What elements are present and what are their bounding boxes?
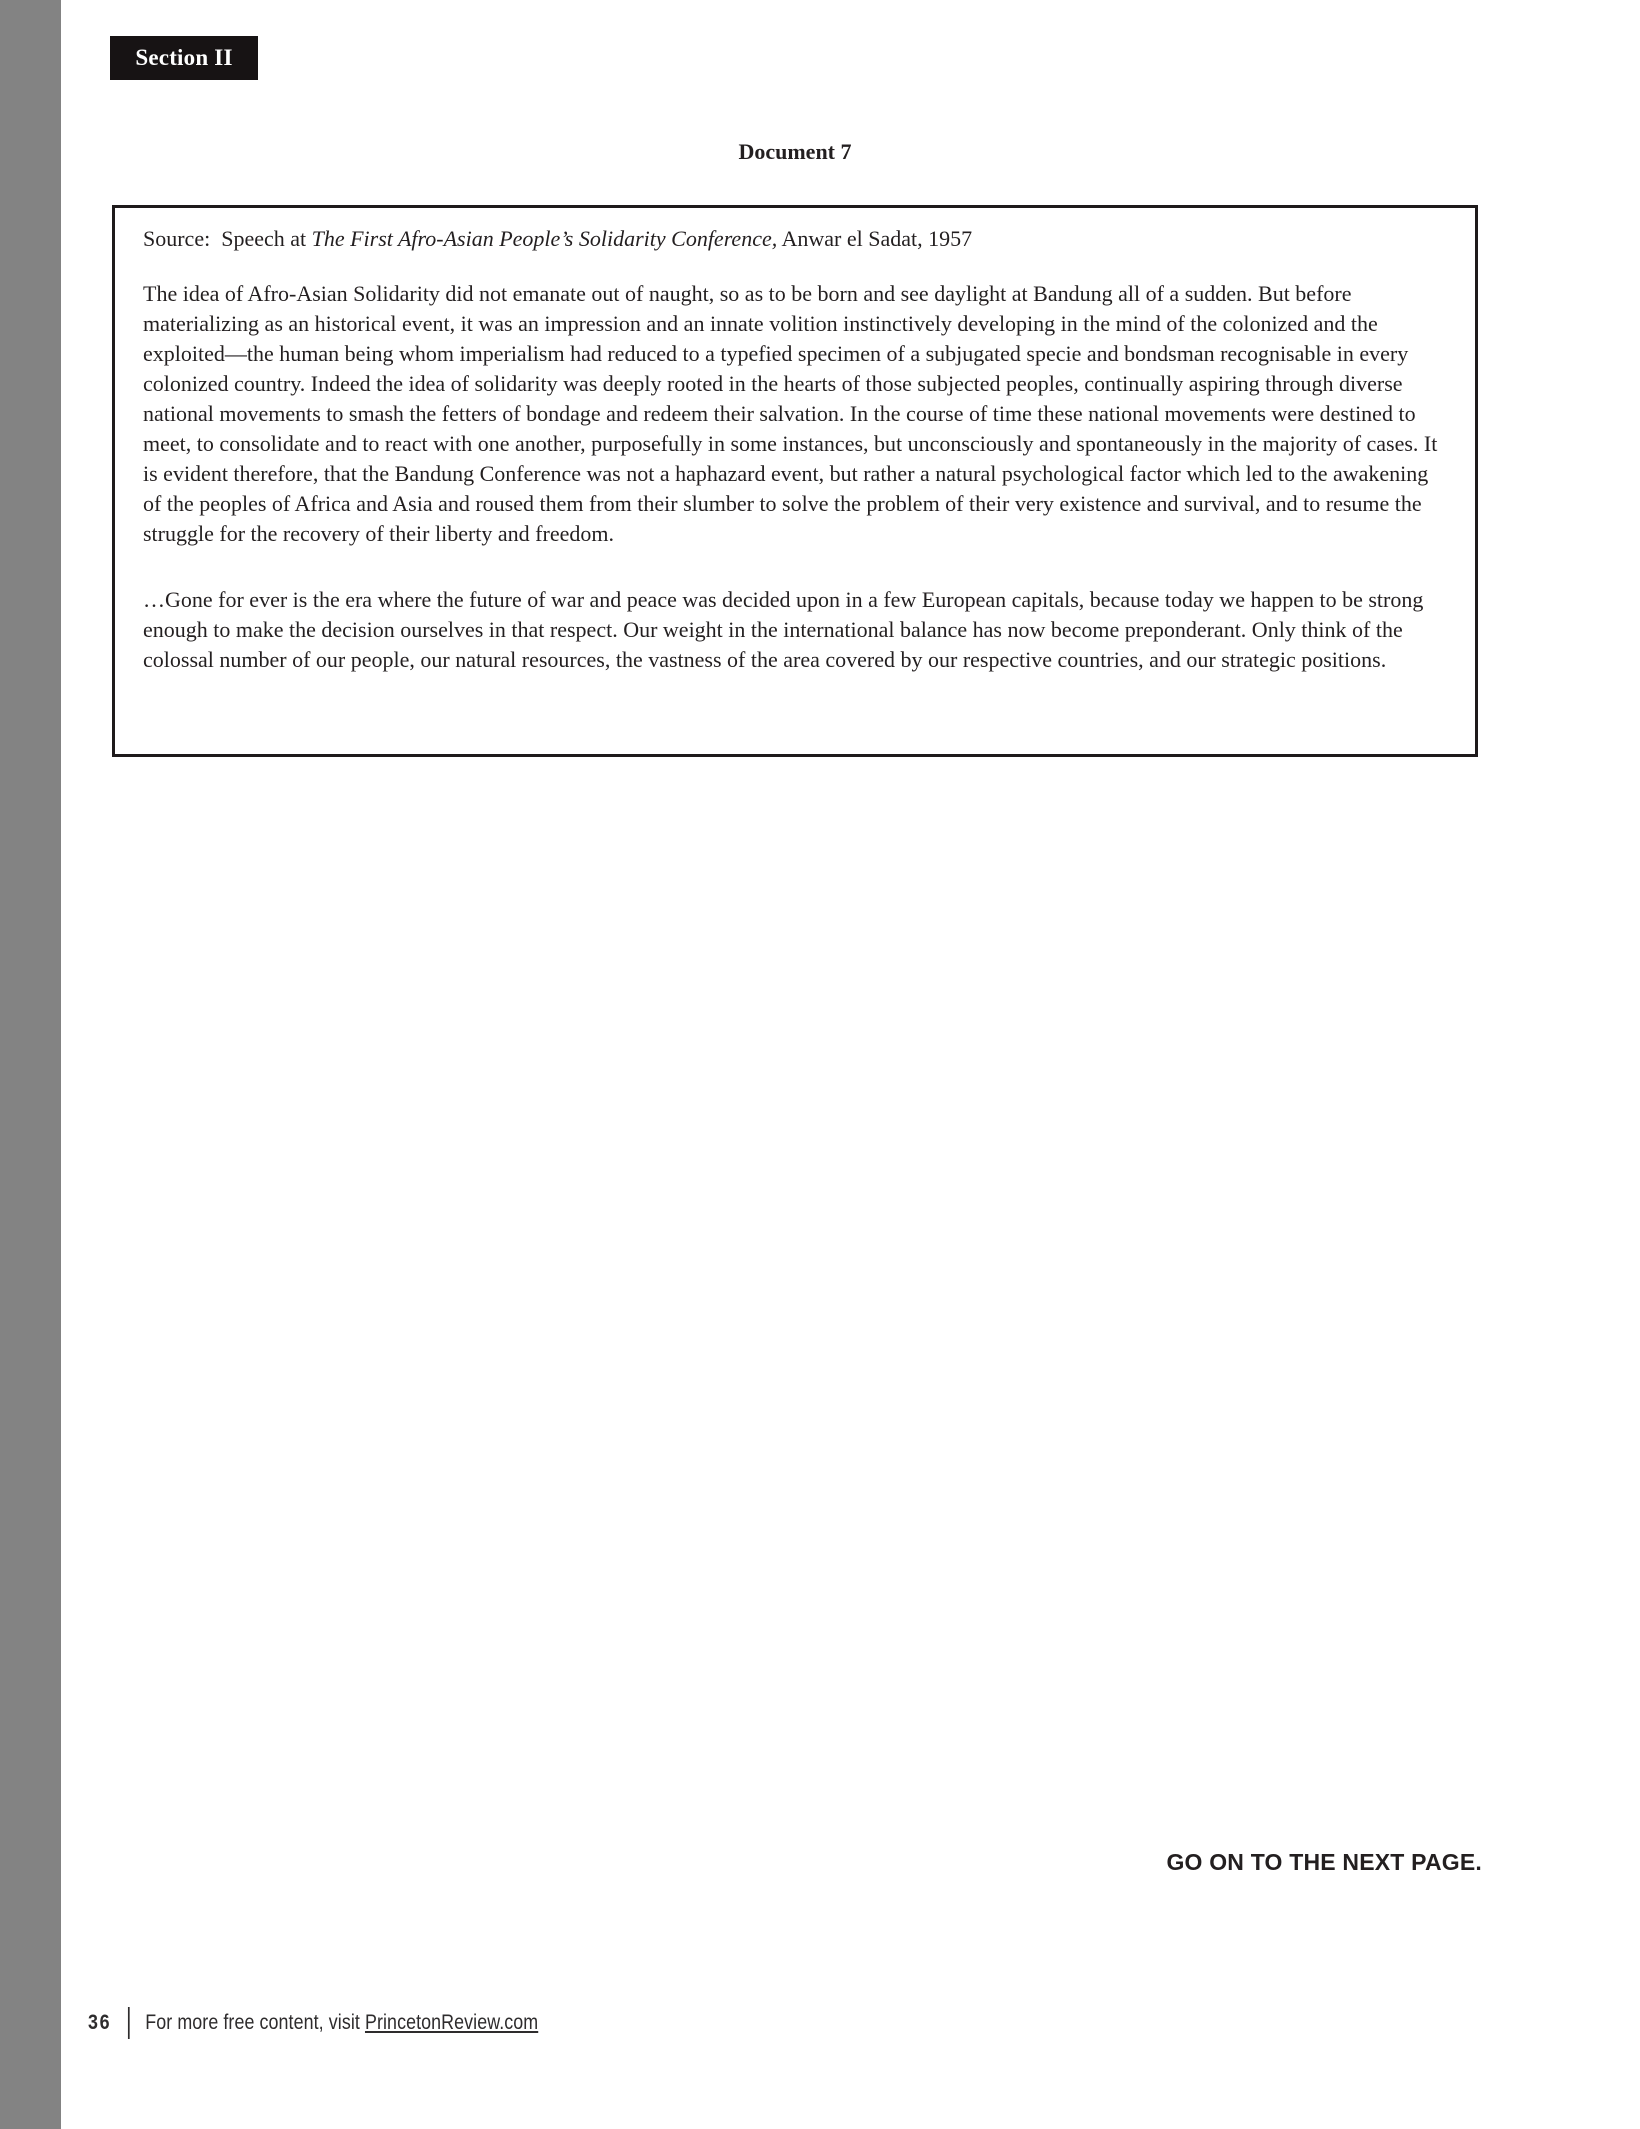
go-on-next-page-notice: GO ON TO THE NEXT PAGE. xyxy=(1166,1849,1482,1875)
footer-message: For more free content, visit xyxy=(145,2011,365,2034)
page-number: 36 xyxy=(88,2011,112,2034)
source-prefix: Source: Speech at xyxy=(143,226,312,251)
page-footer xyxy=(88,2004,538,2042)
excerpt-paragraph-2: …Gone for ever is the era where the future of war and peace was decided upon in a few European capitals, because today we happen to be strong enough to make the decision ourselves in that respect. Our weight in the international balance has now become preponderant. Only think of the colossal number of our people, our natural resources, the vastness of the area covered by our respective countries, and our strategic positions. xyxy=(143,587,1424,672)
section-tab-label: Section II xyxy=(135,45,233,70)
footer-divider xyxy=(128,2007,130,2039)
princeton-review-link[interactable]: PrincetonReview.com xyxy=(364,2011,539,2034)
source-suffix: Anwar el Sadat, 1957 xyxy=(777,226,973,251)
document-title: Document 7 xyxy=(738,139,852,164)
page-edge-gray-bar xyxy=(0,0,61,2129)
footer-text xyxy=(145,2011,538,2035)
section-tab xyxy=(110,36,258,80)
source-attribution-line xyxy=(143,224,1447,254)
source-work-title: The First Afro-Asian People’s Solidarity Conference, xyxy=(311,226,778,251)
excerpt-paragraph-1: The idea of Afro-Asian Solidarity did not emanate out of naught, so as to be born and see daylight at Bandung all of a sudden. But before materializing as an historical event, it was an impression and an innate volition instinctively developing in the mind of the colonized and the exploited—the human being whom imperialism had reduced to a typefied specimen of a subjugated specie and bondsman recognisable in every colonized country. Indeed the idea of solidarity was deeply rooted in the hearts of those subjected peoples, continually aspiring through diverse national movements to smash the fetters of bondage and redeem their salvation. In the course of time these national movements were destined to meet, to consolidate and to react with one another, purposefully in some instances, but unconsciously and spontaneously in the majority of cases. It is evident therefore, that the Bandung Conference was not a haphazard event, but rather a natural psychological factor which led to the awakening of the peoples of Africa and Asia and roused them from their slumber to solve the problem of their very existence and survival, and to resume the struggle for the recovery of their liberty and freedom. xyxy=(143,281,1438,546)
source-document-box xyxy=(112,205,1478,757)
